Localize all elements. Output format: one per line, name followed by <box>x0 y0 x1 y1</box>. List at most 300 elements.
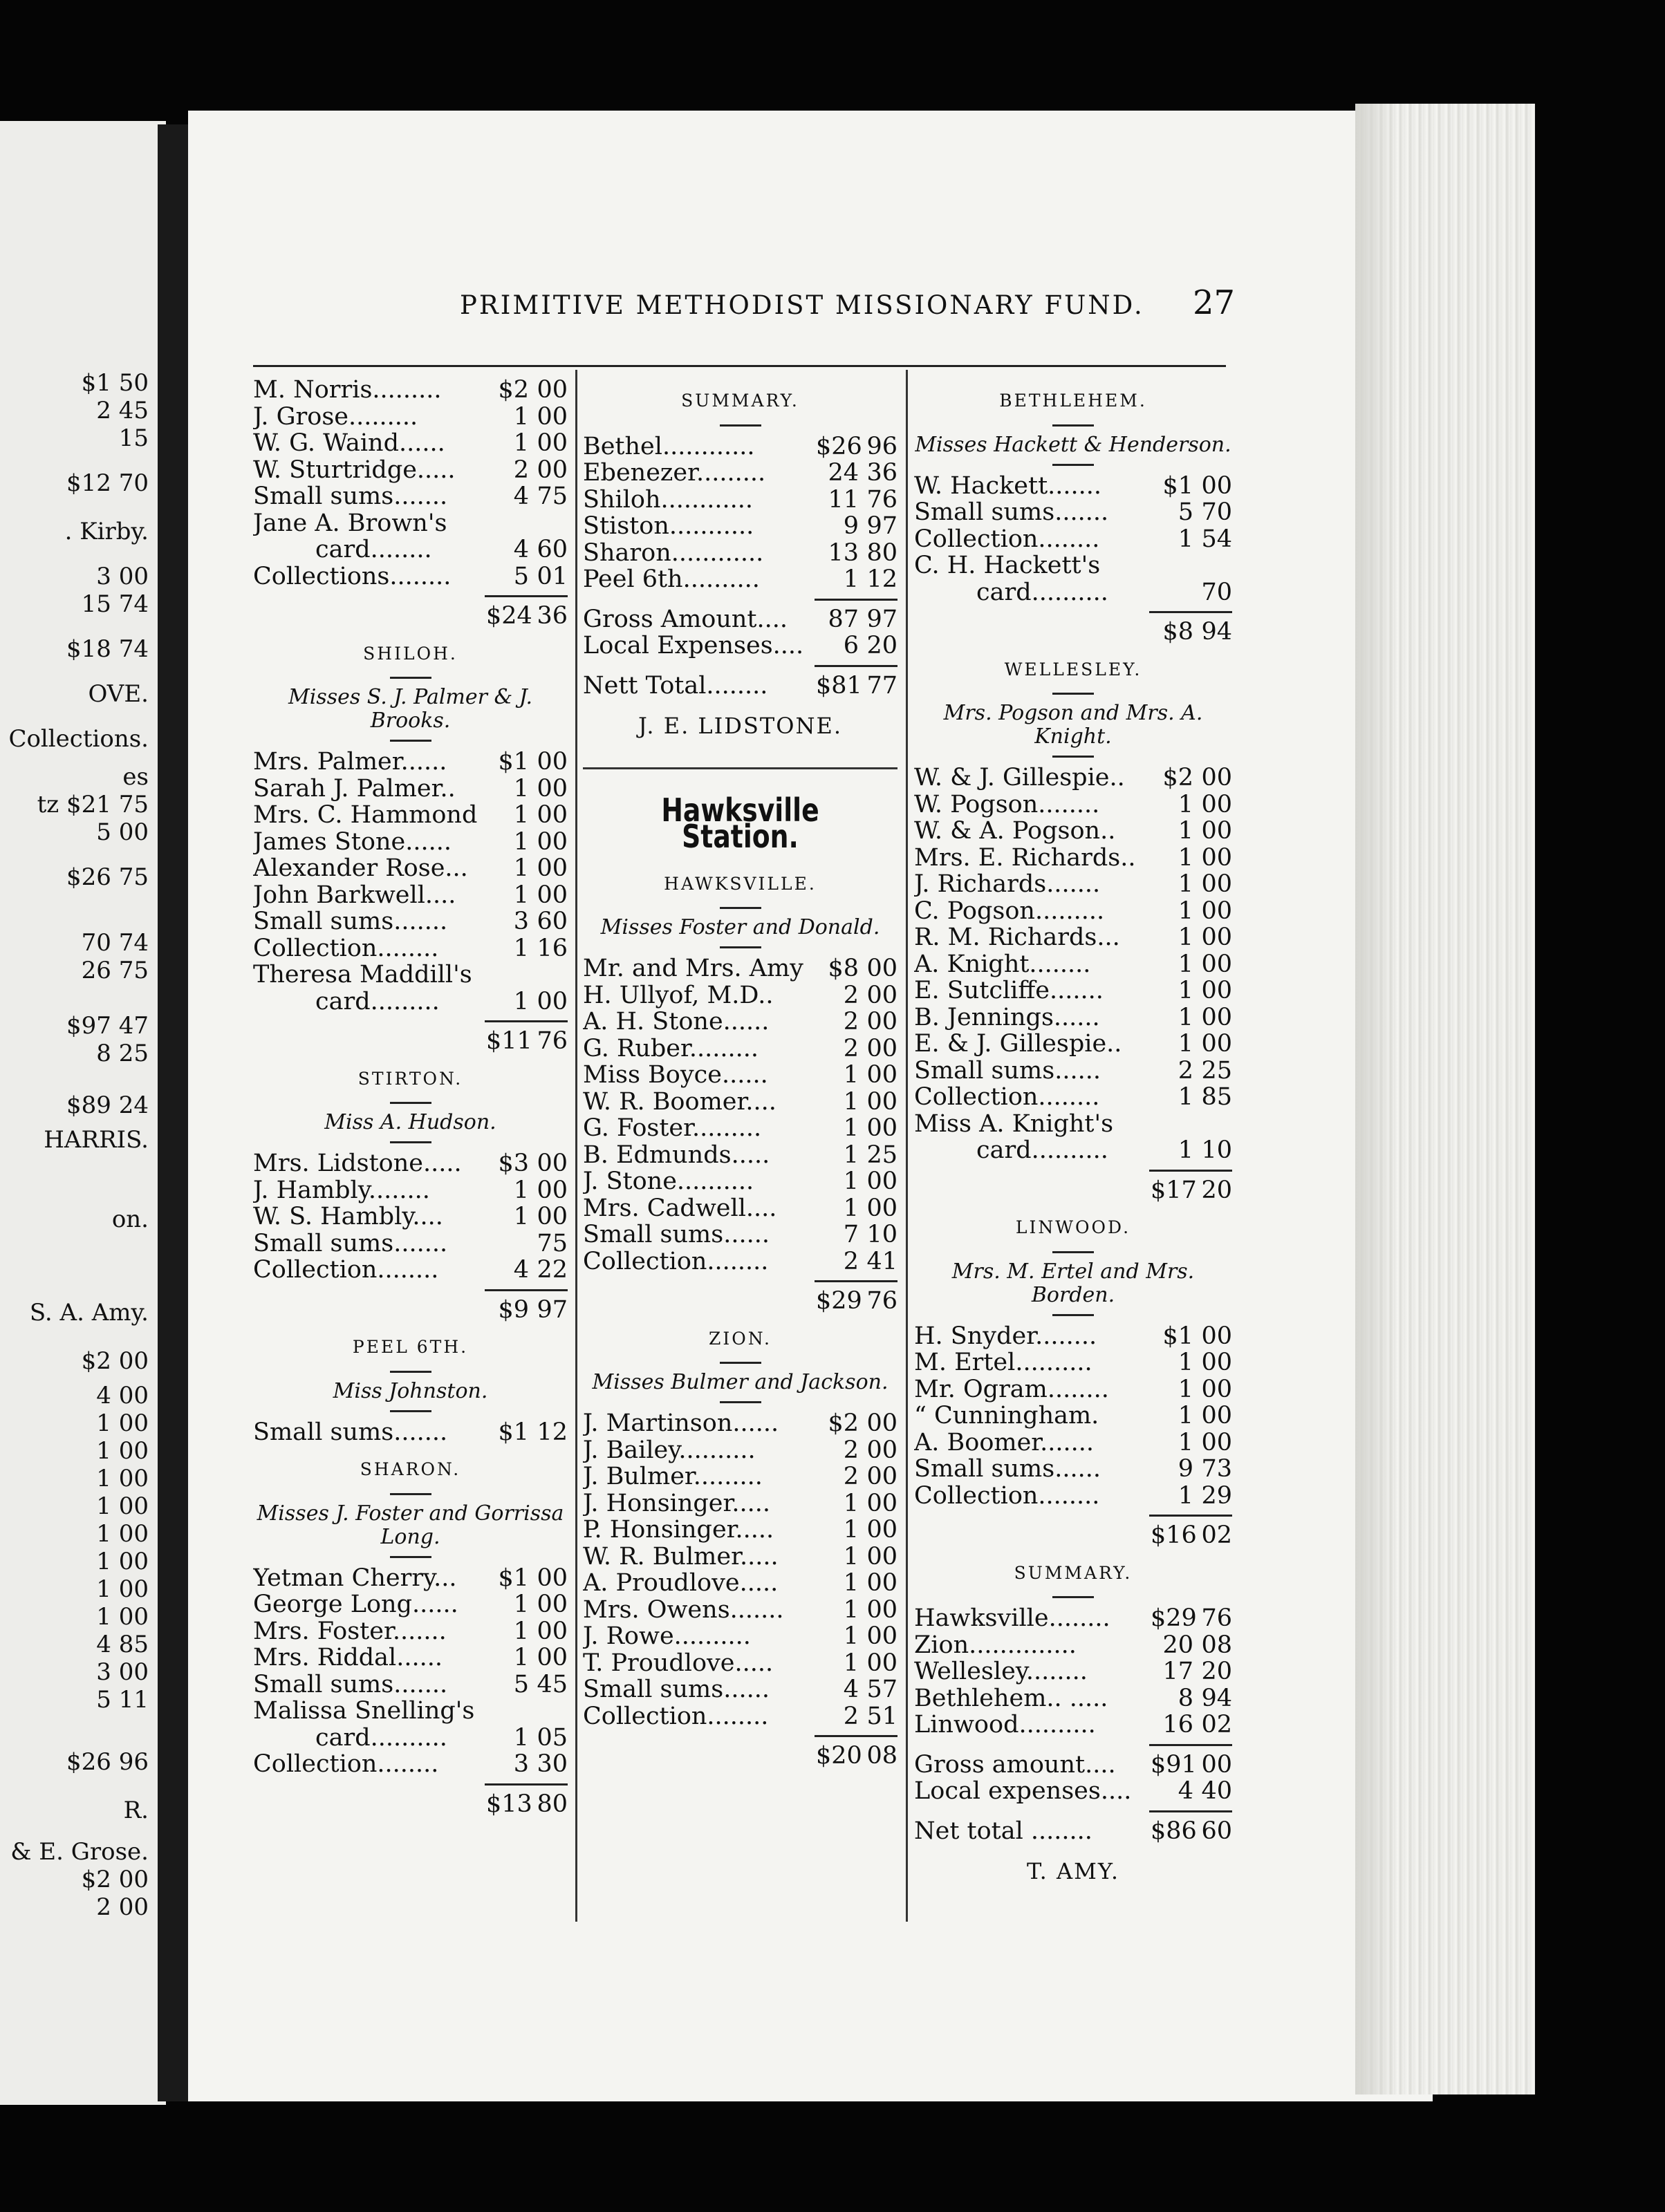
entry-row <box>583 606 897 633</box>
entry-cents: 00 <box>866 1194 897 1222</box>
entry-dollars: 2 <box>1178 1056 1193 1085</box>
entry-amount <box>1142 1818 1232 1845</box>
entry-name: W. G. Waind...... <box>253 430 445 457</box>
entry-name: Mrs. Riddal...... <box>253 1644 443 1671</box>
entry-dollars: 1 <box>843 1168 859 1195</box>
entry-amount <box>478 1698 568 1725</box>
entry-dollars: 1 <box>513 429 529 457</box>
entry-cents: 00 <box>537 987 568 1015</box>
entry-name: Small sums....... <box>253 1671 448 1698</box>
total-amount <box>478 1028 568 1055</box>
left-page-text-fragment: $97 47 <box>66 1012 149 1040</box>
entry-name: E. Sutcliffe....... <box>914 977 1104 1004</box>
entry-amount <box>478 1618 568 1645</box>
entry-dollars: $26 <box>816 432 862 460</box>
entry-cents: 94 <box>1201 1684 1232 1712</box>
entry-name: C. H. Hackett's <box>914 552 1101 579</box>
entry-amount <box>478 430 568 457</box>
entry-dollars: 1 <box>1178 525 1193 553</box>
entry-amount <box>808 487 897 514</box>
entry-row <box>914 1084 1232 1111</box>
entry-dollars: 1 <box>513 987 529 1015</box>
entry-row <box>583 1115 897 1142</box>
entry-dollars: 1 <box>843 1114 859 1142</box>
entry-name: Gross amount.... <box>914 1751 1116 1778</box>
left-page-text-fragment: 1 00 <box>96 1409 149 1437</box>
left-page-text-fragment: es <box>122 763 149 791</box>
entry-amount <box>478 1751 568 1778</box>
entry-dollars: 1 <box>513 1176 529 1204</box>
entry-row <box>914 473 1232 500</box>
entry-row <box>253 1751 568 1778</box>
entry-amount <box>1142 1058 1232 1085</box>
entry-dollars: 3 <box>513 1750 529 1778</box>
entry-amount <box>1142 977 1232 1004</box>
entry-row <box>583 513 897 540</box>
entry-name: Small sums...... <box>914 1057 1101 1084</box>
entry-row <box>583 1437 897 1464</box>
entry-row <box>914 1778 1232 1805</box>
entry-amount <box>1142 1778 1232 1805</box>
entry-dollars: 1 <box>1178 817 1193 845</box>
signature: J. E. LIDSTONE. <box>638 713 842 739</box>
entry-amount <box>1142 579 1232 606</box>
entry-row <box>253 457 568 484</box>
entry-row <box>253 1591 568 1618</box>
left-page-text-fragment: 5 11 <box>96 1686 149 1714</box>
entry-name: “ Cunningham. <box>914 1403 1099 1430</box>
entry-name: Small sums....... <box>253 908 448 935</box>
entry-cents: 00 <box>866 1569 897 1597</box>
entry-cents: 00 <box>866 1649 897 1677</box>
entry-row <box>253 829 568 856</box>
entry-row <box>253 855 568 882</box>
entry-name: Net total ........ <box>914 1817 1092 1844</box>
entry-row <box>253 1698 568 1725</box>
entry-dollars: 4 <box>513 482 529 510</box>
entry-cents: 00 <box>866 1489 897 1517</box>
entry-amount <box>1142 526 1232 553</box>
entry-name: P. Honsinger..... <box>583 1517 774 1544</box>
entry-dollars: 1 <box>513 934 529 962</box>
entry-amount <box>808 1142 897 1169</box>
entry-dollars: 1 <box>1178 1402 1193 1430</box>
entry-amount <box>808 540 897 567</box>
total-rule <box>1149 611 1232 613</box>
heading-rule <box>390 1141 431 1143</box>
entry-name: J. Richards....... <box>914 871 1101 898</box>
entry-amount <box>478 882 568 909</box>
entry-cents: 00 <box>1201 471 1232 500</box>
entry-name: card......... <box>315 988 440 1015</box>
entry-row <box>583 1490 897 1517</box>
section-heading: WELLESLEY. <box>1004 659 1142 679</box>
entry-cents: 76 <box>1201 1604 1232 1632</box>
entry-row <box>253 1725 568 1752</box>
entry-row <box>253 1177 568 1204</box>
total-amount <box>478 603 568 630</box>
entry-cents: 41 <box>866 1247 897 1275</box>
entry-dollars: 1 <box>513 774 529 803</box>
entry-cents: 75 <box>537 482 568 510</box>
entry-cents: 00 <box>537 1176 568 1204</box>
total-rule <box>485 595 568 597</box>
collectors-line: Misses Hackett & Henderson. <box>915 432 1231 457</box>
entry-row <box>253 483 568 510</box>
entry-dollars: 1 <box>1178 1083 1193 1111</box>
heading-rule <box>1052 464 1094 466</box>
entry-row <box>583 433 897 460</box>
entry-amount <box>478 1177 568 1204</box>
left-page-text-fragment: 3 00 <box>96 1658 149 1686</box>
entry-dollars: $3 <box>498 1150 529 1177</box>
entry-name: card.......... <box>315 1724 447 1751</box>
entry-cents: 76 <box>866 485 897 514</box>
entry-row <box>583 1676 897 1703</box>
entry-row <box>914 818 1232 845</box>
entry-amount <box>1142 499 1232 526</box>
entry-dollars: 1 <box>1178 924 1193 951</box>
entry-dollars: 1 <box>843 1194 859 1222</box>
total-rule <box>485 1020 568 1022</box>
entry-cents: 00 <box>1201 977 1232 1004</box>
entry-name: E. & J. Gillespie.. <box>914 1031 1122 1058</box>
entry-cents: 00 <box>537 748 568 776</box>
entry-row <box>914 1430 1232 1456</box>
entry-name: Local Expenses.... <box>583 632 804 659</box>
entry-name: Mrs. Foster....... <box>253 1618 447 1644</box>
entry-amount <box>478 1591 568 1618</box>
entry-row <box>253 988 568 1015</box>
total-row <box>914 1177 1232 1204</box>
total-cents: 76 <box>866 1287 897 1315</box>
left-page-text-fragment: 1 00 <box>96 1575 149 1603</box>
entry-name: Small sums...... <box>914 1456 1101 1483</box>
entry-row <box>914 1456 1232 1483</box>
entry-dollars: 8 <box>1178 1684 1193 1712</box>
entry-cents: 00 <box>537 774 568 803</box>
entry-name: Small sums...... <box>583 1676 770 1703</box>
entry-dollars: 1 <box>843 1595 859 1624</box>
entry-dollars: 1 <box>1178 1428 1193 1456</box>
entry-row <box>914 1323 1232 1350</box>
entry-dollars: 1 <box>843 1489 859 1517</box>
entry-cents: 00 <box>866 955 897 982</box>
column-divider <box>575 370 577 1922</box>
left-page-text-fragment: 1 00 <box>96 1603 149 1631</box>
entry-cents: 75 <box>537 1229 568 1257</box>
entry-cents: 40 <box>1201 1777 1232 1805</box>
entry-cents: 00 <box>537 1644 568 1671</box>
left-page-text-fragment: Collections. <box>8 725 149 753</box>
entry-amount <box>1142 1137 1232 1164</box>
entry-name: J. Honsinger..... <box>583 1490 771 1517</box>
entry-amount <box>1142 1685 1232 1712</box>
left-page-text-fragment: 4 85 <box>96 1631 149 1658</box>
heading-rule <box>1052 756 1094 758</box>
heading-rule <box>720 1362 761 1364</box>
entry-row <box>583 1570 897 1597</box>
total-amount <box>478 1791 568 1818</box>
total-amount <box>1142 1522 1232 1549</box>
section-heading: HAWKSVILLE. <box>664 873 817 894</box>
entry-row <box>914 977 1232 1004</box>
entry-dollars: 1 <box>843 1087 859 1116</box>
entry-name: Nett Total........ <box>583 672 768 699</box>
entry-cents: 00 <box>537 827 568 856</box>
entry-dollars: 11 <box>828 485 859 514</box>
entry-row <box>914 1605 1232 1632</box>
total-dollars: $11 <box>486 1027 532 1055</box>
entry-amount <box>808 1115 897 1142</box>
entry-row <box>583 673 897 700</box>
heading-rule <box>720 907 761 909</box>
entry-dollars: 9 <box>843 512 859 540</box>
entry-dollars: 5 <box>513 1670 529 1698</box>
entry-name: W. Pogson........ <box>914 791 1100 818</box>
total-label <box>914 1522 1142 1549</box>
entry-name: John Barkwell.... <box>253 881 456 908</box>
entry-amount <box>478 1230 568 1257</box>
entry-amount <box>478 935 568 962</box>
entry-amount <box>478 404 568 431</box>
entry-dollars: 1 <box>843 1141 859 1169</box>
entry-amount <box>808 1009 897 1035</box>
entry-row <box>253 1203 568 1230</box>
section-heading: SUMMARY. <box>681 391 799 411</box>
entry-row <box>583 1597 897 1624</box>
entry-amount <box>478 776 568 803</box>
entry-row <box>583 1221 897 1248</box>
entry-name: M. Norris......... <box>253 377 442 404</box>
left-page-text-fragment: 1 00 <box>96 1548 149 1575</box>
entry-amount <box>808 1437 897 1464</box>
entry-dollars: $86 <box>1151 1817 1197 1845</box>
entry-row <box>914 791 1232 818</box>
entry-cents: 25 <box>1201 1056 1232 1085</box>
entry-amount <box>808 1221 897 1248</box>
entry-dollars: 4 <box>1178 1777 1193 1805</box>
total-cents: 08 <box>866 1742 897 1770</box>
entry-row <box>253 1230 568 1257</box>
entry-cents: 00 <box>866 1436 897 1464</box>
left-page-text-fragment: 8 25 <box>96 1040 149 1067</box>
entry-name: Miss Boyce...... <box>583 1062 768 1089</box>
book-spine <box>158 124 191 2101</box>
entry-row <box>583 1035 897 1062</box>
entry-row <box>253 749 568 776</box>
total-row <box>253 603 568 630</box>
entry-amount <box>478 829 568 856</box>
entry-row <box>583 1410 897 1437</box>
entry-amount <box>808 460 897 487</box>
section-heading: SUMMARY. <box>1014 1562 1133 1583</box>
entry-cents: 00 <box>1201 764 1232 791</box>
entry-row <box>914 898 1232 925</box>
entry-amount <box>808 1703 897 1730</box>
left-page-text-fragment: 15 74 <box>81 590 149 618</box>
entry-dollars: 1 <box>513 1591 529 1618</box>
entry-dollars: 1 <box>513 854 529 882</box>
entry-amount <box>478 1150 568 1177</box>
entry-cents: 96 <box>866 432 897 460</box>
entry-name: Mrs. C. Hammond <box>253 802 478 829</box>
heading-rule <box>390 1102 431 1104</box>
entry-amount <box>808 1410 897 1437</box>
entry-name: Collections........ <box>253 563 452 590</box>
total-label <box>253 1028 478 1055</box>
entry-name: Collection........ <box>914 1084 1100 1111</box>
entry-cents: 00 <box>866 1061 897 1089</box>
entry-dollars: $2 <box>1162 764 1193 791</box>
collectors-line: Miss Johnston. <box>333 1378 488 1403</box>
entry-amount <box>478 536 568 563</box>
entry-row <box>253 802 568 829</box>
entry-name: J. Grose......... <box>253 403 418 430</box>
entry-cents: 00 <box>537 1203 568 1230</box>
entry-name: Collection........ <box>583 1703 769 1730</box>
entry-name: Theresa Maddill's <box>253 962 472 988</box>
collectors-line: Misses S. J. Palmer & J. Brooks. <box>288 685 532 733</box>
entry-cents: 00 <box>537 1564 568 1592</box>
page-edges <box>1355 104 1535 2094</box>
left-page-text-fragment: 26 75 <box>81 957 149 984</box>
entry-dollars: $1 <box>1162 1322 1193 1350</box>
entry-name: W. & A. Pogson.. <box>914 818 1116 845</box>
entry-name: Miss A. Knight's <box>914 1110 1114 1137</box>
entry-row <box>914 1031 1232 1058</box>
entry-row <box>253 404 568 431</box>
entry-name: Ebenezer......... <box>583 460 766 487</box>
entry-dollars: 1 <box>1178 790 1193 818</box>
entry-cents: 00 <box>537 402 568 431</box>
heading-rule <box>720 1401 761 1403</box>
entry-amount <box>478 1565 568 1592</box>
entry-cents: 00 <box>866 1622 897 1650</box>
page-number: 27 <box>1193 283 1236 322</box>
total-dollars: $16 <box>1151 1521 1197 1549</box>
entry-dollars: 2 <box>843 1034 859 1062</box>
entry-dollars: 7 <box>843 1221 859 1248</box>
entry-cents: 00 <box>1201 1030 1232 1058</box>
header-rule <box>253 365 1226 367</box>
entry-dollars: 4 <box>513 1256 529 1284</box>
total-cents: 76 <box>537 1027 568 1055</box>
entry-name: C. Pogson......... <box>914 897 1105 924</box>
heading-rule <box>1052 424 1094 427</box>
entry-cents: 73 <box>1201 1455 1232 1483</box>
left-page-text-fragment: $2 00 <box>81 1866 149 1893</box>
total-dollars: $8 <box>1162 618 1193 646</box>
entry-dollars: 24 <box>828 459 859 487</box>
entry-row <box>583 1703 897 1730</box>
entry-amount <box>478 802 568 829</box>
left-page-text-fragment: R. <box>123 1797 149 1824</box>
entry-amount <box>1142 1430 1232 1456</box>
total-row <box>253 1791 568 1818</box>
entry-row <box>583 982 897 1009</box>
entry-name: Local expenses.... <box>914 1778 1132 1805</box>
entry-row <box>253 962 568 988</box>
entry-amount <box>808 513 897 540</box>
total-row <box>583 1288 897 1315</box>
entry-amount <box>1142 791 1232 818</box>
left-page-text-fragment: $1 50 <box>81 369 149 397</box>
entry-name: Gross Amount.... <box>583 606 788 632</box>
entry-row <box>583 1009 897 1035</box>
entry-dollars: 1 <box>1178 897 1193 925</box>
entry-name: A. Knight........ <box>914 950 1091 977</box>
entry-dollars: $8 <box>828 955 859 982</box>
entry-dollars: 4 <box>513 536 529 563</box>
entry-dollars: 9 <box>1178 1455 1193 1483</box>
entry-row <box>914 1376 1232 1403</box>
entry-dollars: 5 <box>513 562 529 590</box>
entry-amount <box>1142 1111 1232 1138</box>
entry-amount <box>1142 1031 1232 1058</box>
entry-name: Sharon............ <box>583 539 764 566</box>
entry-dollars: 1 <box>1178 1136 1193 1164</box>
entry-cents: 12 <box>537 1418 568 1446</box>
entry-cents: 00 <box>1201 924 1232 951</box>
entry-dollars: 1 <box>513 402 529 431</box>
entry-row <box>914 1632 1232 1659</box>
entry-name: Collection........ <box>253 1751 439 1778</box>
entry-row <box>253 430 568 457</box>
entry-dollars: 1 <box>513 827 529 856</box>
entry-cents: 97 <box>866 605 897 633</box>
entry-cents: 70 <box>1201 578 1232 606</box>
entry-row <box>914 499 1232 526</box>
entry-dollars: 2 <box>843 1702 859 1730</box>
entry-name: Collection........ <box>914 525 1100 552</box>
entry-row <box>914 1403 1232 1430</box>
entry-cents: 00 <box>537 854 568 882</box>
entry-amount <box>1142 845 1232 872</box>
entry-dollars: 1 <box>513 1723 529 1752</box>
total-amount <box>808 1743 897 1770</box>
total-row <box>253 1028 568 1055</box>
entry-cents: 00 <box>1201 1750 1232 1779</box>
entry-dollars: $29 <box>1151 1604 1197 1632</box>
total-amount <box>478 1297 568 1324</box>
entry-row <box>914 1818 1232 1845</box>
entry-cents: 12 <box>866 565 897 593</box>
entry-name: Shiloh............ <box>583 486 754 513</box>
entry-name: H. Snyder........ <box>914 1322 1097 1349</box>
entry-name: Hawksville........ <box>914 1605 1110 1632</box>
total-row <box>914 619 1232 646</box>
entry-row <box>583 1062 897 1089</box>
total-label <box>253 1297 478 1324</box>
entry-name: Small sums...... <box>583 1221 770 1248</box>
entry-name: Mrs. Owens....... <box>583 1596 784 1623</box>
entry-dollars: 1 <box>513 1203 529 1230</box>
column-3 <box>914 377 1232 1899</box>
total-rule <box>485 1289 568 1291</box>
entry-row <box>253 1644 568 1671</box>
entry-amount <box>808 606 897 633</box>
entry-cents: 01 <box>537 562 568 590</box>
entry-name: George Long...... <box>253 1591 458 1618</box>
entry-amount <box>478 855 568 882</box>
entry-cents: 00 <box>866 1409 897 1437</box>
entry-amount <box>808 1089 897 1116</box>
section-heading: PEEL 6TH. <box>352 1337 469 1357</box>
entry-row <box>914 765 1232 791</box>
entry-row <box>253 908 568 935</box>
left-page-text-fragment: $26 96 <box>66 1748 149 1776</box>
